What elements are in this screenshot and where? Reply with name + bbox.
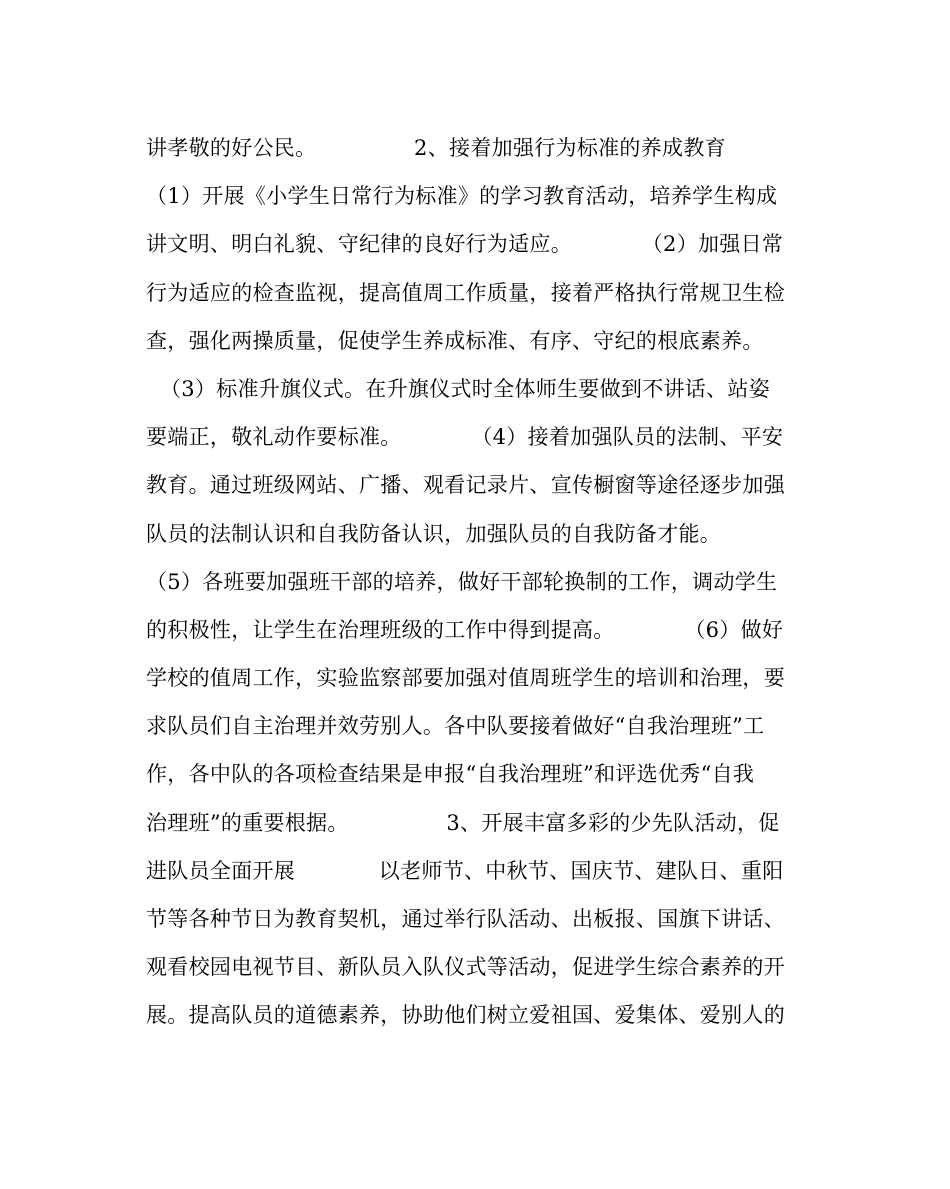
text-line: 的积极性，让学生在治理班级的工作中得到提高。 （6）做好 — [146, 617, 784, 642]
text-line: 讲文明、明白礼貌、守纪律的良好行为适应。 （2）加强日常 — [146, 232, 784, 257]
text-line: 进队员全面开展 以老师节、中秋节、国庆节、建队日、重阳 — [146, 858, 784, 883]
text-line: 作，各中队的各项检查结果是申报“自我治理班”和评选优秀“自我 — [146, 762, 755, 787]
text-line: 队员的法制认识和自我防备认识，加强队员的自我防备才能。 — [146, 521, 722, 546]
text-line: 观看校园电视节目、新队员入队仪式等活动，促进学生综合素养的开 — [146, 955, 785, 980]
text-line: 查，强化两操质量，促使学生养成标准、有序、守纪的根底素养。 — [146, 328, 764, 353]
text-line: （1）开展《小学生日常行为标准》的学习教育活动，培养学生构成 — [146, 184, 778, 209]
text-line: （5）各班要加强班干部的培养，做好干部轮换制的工作，调动学生 — [146, 569, 778, 594]
text-line: 节等各种节日为教育契机，通过举行队活动、出板报、国旗下讲话、 — [146, 907, 785, 931]
text-line: （3）标准升旗仪式。在升旗仪式时全体师生要做到不讲话、站姿 — [146, 376, 771, 401]
text-line: 求队员们自主治理并效劳别人。各中队要接着做好“自我治理班”工 — [146, 714, 765, 739]
text-line: 行为适应的检查监视，提高值周工作质量，接着严格执行常规卫生检 — [146, 280, 785, 305]
text-line: 教育。通过班级网站、广播、观看记录片、宣传橱窗等途径逐步加强 — [146, 473, 785, 498]
text-line: 治理班”的重要根据。 3、开展丰富多彩的少先队活动，促 — [146, 810, 780, 835]
text-line: 展。提高队员的道德素养，协助他们树立爱祖国、爱集体、爱别人的 — [146, 1003, 785, 1028]
text-line: 要端正，敬礼动作要标准。 （4）接着加强队员的法制、平安 — [146, 425, 784, 450]
body-text — [146, 128, 826, 1044]
text-line: 学校的值周工作，实验监察部要加强对值周班学生的培训和治理，要 — [146, 666, 785, 691]
text-line: 讲孝敬的好公民。 2、接着加强行为标准的养成教育 — [146, 136, 726, 160]
